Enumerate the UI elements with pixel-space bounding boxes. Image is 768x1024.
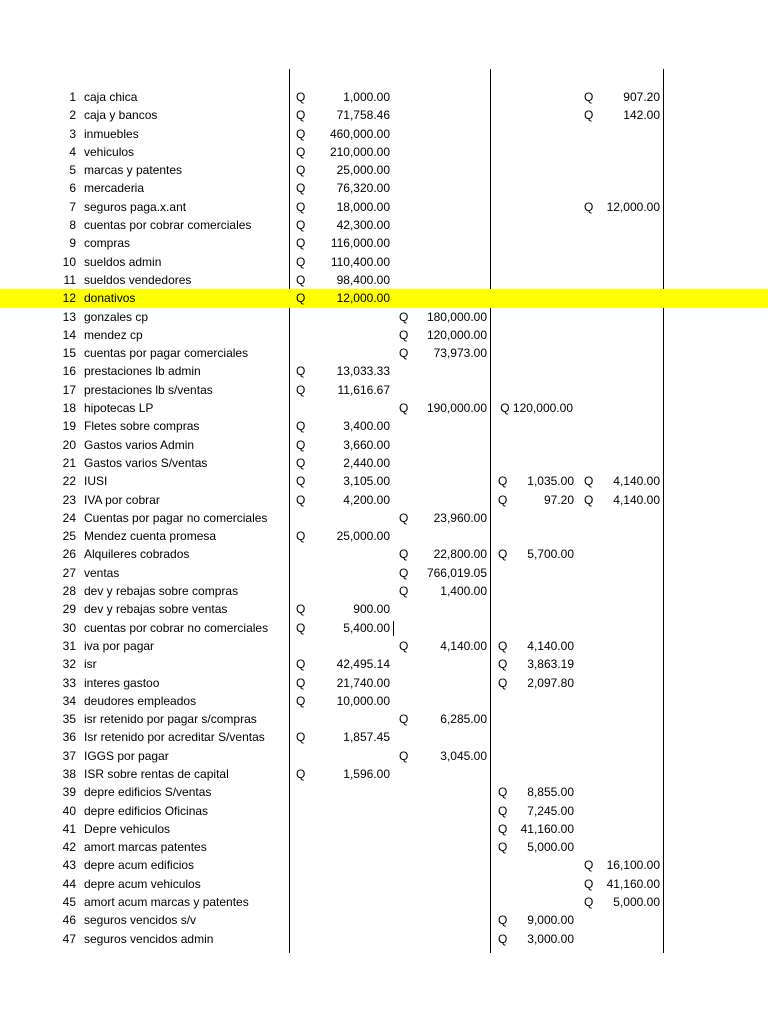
- account-name: inmuebles: [84, 126, 139, 141]
- table-row[interactable]: [0, 143, 768, 161]
- ajuste-debe-currency: Q: [498, 492, 508, 507]
- debe-amount: 1,000.00: [343, 90, 390, 104]
- account-name: prestaciones lb s/ventas: [84, 382, 213, 397]
- table-row[interactable]: [0, 582, 768, 600]
- ajuste-debe-amount: 9,000.00: [527, 913, 574, 928]
- haber-amount: 120,000.00: [426, 327, 487, 342]
- account-name: ISR sobre rentas de capital: [84, 766, 229, 781]
- account-name: depre edificios Oficinas: [84, 803, 209, 818]
- ajuste-haber-currency: Q: [584, 474, 594, 489]
- account-name: isr retenido por pagar s/compras: [84, 712, 257, 727]
- row-number: 18: [62, 401, 76, 416]
- row-number: 14: [62, 327, 76, 342]
- table-row[interactable]: [0, 710, 768, 728]
- table-row[interactable]: [0, 436, 768, 454]
- row-number: 21: [62, 455, 76, 470]
- table-row[interactable]: [0, 820, 768, 838]
- ajuste-haber-amount: 16,100.00: [606, 858, 660, 873]
- account-name: depre acum edificios: [84, 858, 195, 873]
- table-row[interactable]: [0, 417, 768, 435]
- debe-amount: 110,400.00: [330, 254, 390, 269]
- debe-amount: 5,400.00: [343, 620, 390, 635]
- row-number: 8: [69, 218, 76, 233]
- account-name: caja y bancos: [84, 108, 158, 123]
- haber-amount: 22,800.00: [433, 547, 487, 562]
- debe-amount: 10,000.00: [336, 693, 390, 708]
- table-row[interactable]: [0, 637, 768, 655]
- table-row[interactable]: [0, 216, 768, 234]
- row-number: 42: [62, 840, 76, 855]
- debe-currency: Q: [296, 766, 306, 781]
- row-number: 37: [62, 748, 76, 763]
- table-row[interactable]: [0, 491, 768, 509]
- row-number: 47: [62, 931, 76, 946]
- row-number: 5: [69, 163, 76, 178]
- table-row[interactable]: [0, 88, 768, 106]
- account-name: iva por pagar: [84, 638, 155, 653]
- debe-amount: 42,495.14: [336, 657, 390, 672]
- debe-amount: 900.00: [353, 602, 390, 617]
- table-row[interactable]: [0, 856, 768, 874]
- table-row[interactable]: [0, 234, 768, 252]
- ledger-table: [0, 88, 768, 948]
- debe-currency: Q: [296, 90, 306, 104]
- row-number: 11: [63, 272, 76, 287]
- account-name: marcas y patentes: [84, 163, 183, 178]
- debe-currency: Q: [296, 474, 306, 489]
- debe-amount: 210,000.00: [329, 144, 390, 159]
- row-number: 39: [62, 785, 76, 800]
- row-number: 25: [62, 529, 76, 544]
- table-row[interactable]: [0, 509, 768, 527]
- haber-currency: Q: [399, 748, 409, 763]
- account-name: sueldos vendedores: [84, 272, 192, 287]
- debe-amount: 3,660.00: [343, 437, 390, 452]
- table-row[interactable]: [0, 802, 768, 820]
- row-number: 36: [62, 730, 76, 745]
- debe-currency: Q: [296, 657, 306, 672]
- table-row[interactable]: [0, 472, 768, 490]
- account-name: seguros paga.x.ant: [84, 199, 187, 214]
- account-name: cuentas por cobrar no comerciales: [84, 620, 269, 635]
- debe-currency: Q: [296, 492, 306, 507]
- account-name: Alquileres cobrados: [84, 547, 190, 562]
- haber-amount: 3,045.00: [440, 748, 487, 763]
- ajuste-debe-currency: Q: [498, 931, 508, 946]
- debe-currency: Q: [296, 620, 306, 635]
- ajuste-haber-currency: Q: [584, 199, 594, 214]
- ajuste-haber-currency: Q: [584, 90, 594, 104]
- debe-amount: 460,000.00: [329, 126, 390, 141]
- haber-currency: Q: [399, 712, 409, 727]
- row-number: 33: [62, 675, 76, 690]
- table-row[interactable]: [0, 545, 768, 563]
- text-cursor: [393, 621, 394, 636]
- account-name: cuentas por pagar comerciales: [84, 346, 249, 361]
- ajuste-debe-currency: Q: [498, 638, 508, 653]
- table-row[interactable]: [0, 198, 768, 216]
- debe-amount: 13,033.33: [336, 364, 390, 379]
- account-name: mendez cp: [84, 327, 143, 342]
- debe-amount: 25,000.00: [336, 163, 390, 178]
- account-name: Depre vehiculos: [84, 821, 171, 836]
- row-number: 4: [69, 144, 76, 159]
- haber-currency: Q: [399, 309, 409, 324]
- debe-currency: Q: [296, 272, 306, 287]
- debe-currency: Q: [296, 419, 306, 434]
- table-row[interactable]: [0, 106, 768, 124]
- row-number: 29: [62, 602, 76, 617]
- ajuste-debe-currency: Q: [498, 675, 508, 690]
- haber-currency: Q: [399, 584, 409, 599]
- row-number: 10: [62, 254, 76, 269]
- account-name: cuentas por cobrar comerciales: [84, 218, 252, 233]
- account-name: IUSI: [84, 474, 108, 489]
- account-name: Gastos varios S/ventas: [84, 455, 208, 470]
- table-row[interactable]: [0, 783, 768, 801]
- ajuste-haber-amount: 907.20: [623, 90, 660, 104]
- account-name: isr: [84, 657, 97, 672]
- ajuste-haber-currency: Q: [584, 858, 594, 873]
- ajuste-haber-amount: 5,000.00: [613, 895, 660, 910]
- debe-currency: Q: [296, 364, 306, 379]
- debe-amount: 76,320.00: [336, 181, 390, 196]
- haber-amount: 180,000.00: [426, 309, 487, 324]
- ajuste-debe-currency: Q: [498, 547, 508, 562]
- table-row[interactable]: [0, 930, 768, 948]
- account-name: depre acum vehiculos: [84, 876, 201, 891]
- row-number: 45: [62, 895, 76, 910]
- row-number: 23: [62, 492, 76, 507]
- ajuste-debe-currency: Q: [498, 913, 508, 928]
- haber-currency: Q: [399, 547, 409, 562]
- table-row[interactable]: [0, 875, 768, 893]
- table-row[interactable]: [0, 179, 768, 197]
- haber-amount: 23,960.00: [433, 510, 487, 525]
- ajuste-haber-currency: Q: [584, 492, 594, 507]
- haber-amount: 1,400.00: [440, 584, 487, 599]
- ajuste-haber-currency: Q: [584, 108, 594, 123]
- ajuste-debe-amount: 5,700.00: [527, 547, 574, 562]
- debe-currency: Q: [296, 218, 306, 233]
- table-row[interactable]: [0, 253, 768, 271]
- account-name: hipotecas LP: [84, 401, 154, 416]
- haber-amount: 766,019.05: [426, 565, 487, 580]
- table-row[interactable]: [0, 271, 768, 289]
- row-number: 34: [62, 693, 76, 708]
- ajuste-debe-amount: 2,097.80: [527, 675, 574, 690]
- row-number: 27: [62, 565, 76, 580]
- table-row[interactable]: [0, 362, 768, 380]
- account-name: vehiculos: [84, 144, 135, 159]
- row-number: 43: [62, 858, 76, 873]
- debe-amount: 1,596.00: [343, 766, 390, 781]
- haber-amount: 6,285.00: [440, 712, 487, 727]
- debe-currency: Q: [296, 163, 306, 178]
- debe-currency: Q: [296, 730, 306, 745]
- ajuste-haber-amount: 12,000.00: [606, 199, 660, 214]
- row-number: 15: [62, 346, 76, 361]
- row-number: 13: [62, 309, 76, 324]
- ajuste-debe-currency: Q: [498, 785, 508, 800]
- ajuste-debe-amount: 4,140.00: [527, 638, 574, 653]
- ajuste-debe-amount: Q 120,000.00: [500, 401, 573, 416]
- debe-currency: Q: [296, 144, 306, 159]
- ajuste-debe-currency: Q: [498, 657, 508, 672]
- account-name: donativos: [84, 291, 136, 306]
- debe-amount: 21,740.00: [336, 675, 390, 690]
- debe-amount: 2,440.00: [343, 455, 390, 470]
- ajuste-haber-currency: Q: [584, 895, 594, 910]
- row-number: 35: [62, 712, 76, 727]
- debe-currency: Q: [296, 126, 306, 141]
- row-number: 22: [62, 474, 76, 489]
- row-number: 20: [62, 437, 76, 452]
- debe-currency: Q: [296, 437, 306, 452]
- account-name: Isr retenido por acreditar S/ventas: [84, 730, 265, 745]
- row-number: 26: [62, 547, 76, 562]
- ajuste-debe-currency: Q: [498, 840, 508, 855]
- haber-currency: Q: [399, 565, 409, 580]
- account-name: depre edificios S/ventas: [84, 785, 212, 800]
- row-number: 7: [69, 199, 76, 214]
- row-number: 46: [62, 913, 76, 928]
- row-number: 19: [62, 419, 76, 434]
- ajuste-haber-currency: Q: [584, 876, 594, 891]
- account-name: sueldos admin: [84, 254, 162, 269]
- row-number: 9: [69, 236, 76, 251]
- row-number: 16: [62, 364, 76, 379]
- ajuste-debe-amount: 97.20: [543, 492, 574, 507]
- haber-currency: Q: [399, 638, 409, 653]
- table-row[interactable]: [0, 600, 768, 618]
- ajuste-debe-amount: 1,035.00: [527, 474, 574, 489]
- row-number: 12: [62, 291, 76, 306]
- account-name: seguros vencidos admin: [84, 931, 214, 946]
- account-name: ventas: [84, 565, 120, 580]
- debe-amount: 1,857.45: [343, 730, 390, 745]
- account-name: prestaciones lb admin: [84, 364, 201, 379]
- table-row[interactable]: [0, 674, 768, 692]
- ajuste-haber-amount: 4,140.00: [613, 474, 660, 489]
- account-name: gonzales cp: [84, 309, 149, 324]
- account-name: deudores empleados: [84, 693, 197, 708]
- account-name: interes gastoo: [84, 675, 160, 690]
- row-number: 31: [62, 638, 76, 653]
- table-row[interactable]: [0, 308, 768, 326]
- table-row[interactable]: [0, 765, 768, 783]
- row-number: 2: [69, 108, 76, 123]
- debe-amount: 3,400.00: [343, 419, 390, 434]
- ajuste-debe-amount: 5,000.00: [527, 840, 574, 855]
- debe-amount: 42,300.00: [336, 218, 390, 233]
- row-number: 1: [69, 90, 76, 104]
- haber-currency: Q: [399, 327, 409, 342]
- debe-currency: Q: [296, 602, 306, 617]
- row-number: 28: [62, 584, 76, 599]
- account-name: Cuentas por pagar no comerciales: [84, 510, 268, 525]
- account-name: IGGS por pagar: [84, 748, 169, 763]
- row-number: 41: [62, 821, 76, 836]
- account-name: mercaderia: [84, 181, 145, 196]
- ajuste-haber-amount: 41,160.00: [606, 876, 660, 891]
- debe-currency: Q: [296, 108, 306, 123]
- ajuste-debe-amount: 3,863.19: [527, 657, 574, 672]
- account-name: Gastos varios Admin: [84, 437, 195, 452]
- debe-currency: Q: [296, 236, 306, 251]
- haber-currency: Q: [399, 346, 409, 361]
- account-name: Mendez cuenta promesa: [84, 529, 217, 544]
- row-number: 17: [62, 382, 76, 397]
- debe-currency: Q: [296, 199, 306, 214]
- debe-amount: 3,105.00: [343, 474, 390, 489]
- debe-currency: Q: [296, 693, 306, 708]
- debe-amount: 12,000.00: [336, 291, 390, 306]
- ajuste-debe-amount: 8,855.00: [527, 785, 574, 800]
- table-row[interactable]: [0, 326, 768, 344]
- table-row[interactable]: [0, 564, 768, 582]
- table-row[interactable]: [0, 747, 768, 765]
- ajuste-debe-currency: Q: [498, 803, 508, 818]
- table-row[interactable]: [0, 161, 768, 179]
- row-number: 3: [69, 126, 76, 141]
- debe-currency: Q: [296, 181, 306, 196]
- account-name: amort marcas patentes: [84, 840, 207, 855]
- account-name: compras: [84, 236, 131, 251]
- row-number: 38: [62, 766, 76, 781]
- account-name: caja chica: [84, 90, 138, 104]
- debe-amount: 25,000.00: [336, 529, 390, 544]
- table-row[interactable]: [0, 344, 768, 362]
- table-row[interactable]: [0, 728, 768, 746]
- haber-amount: 4,140.00: [440, 638, 487, 653]
- debe-amount: 11,616.67: [337, 382, 390, 397]
- account-name: seguros vencidos s/v: [84, 913, 197, 928]
- table-row[interactable]: [0, 838, 768, 856]
- ajuste-haber-amount: 142.00: [623, 108, 660, 123]
- table-row[interactable]: [0, 289, 768, 307]
- debe-amount: 4,200.00: [343, 492, 390, 507]
- ajuste-debe-amount: 41,160.00: [520, 821, 574, 836]
- account-name: amort acum marcas y patentes: [84, 895, 249, 910]
- row-number: 32: [62, 657, 76, 672]
- table-row[interactable]: [0, 381, 768, 399]
- table-row[interactable]: [0, 454, 768, 472]
- table-row[interactable]: [0, 527, 768, 545]
- row-number: 24: [62, 510, 76, 525]
- table-row[interactable]: [0, 399, 768, 417]
- account-name: dev y rebajas sobre ventas: [84, 602, 228, 617]
- row-number: 44: [62, 876, 76, 891]
- table-row[interactable]: [0, 911, 768, 929]
- haber-amount: 73,973.00: [433, 346, 487, 361]
- debe-currency: Q: [296, 254, 306, 269]
- haber-currency: Q: [399, 401, 409, 416]
- debe-amount: 116,000.00: [330, 236, 390, 251]
- debe-amount: 71,758.46: [336, 108, 390, 123]
- row-number: 30: [62, 620, 76, 635]
- table-row[interactable]: [0, 893, 768, 911]
- row-number: 6: [69, 181, 76, 196]
- table-row[interactable]: [0, 655, 768, 673]
- haber-amount: 190,000.00: [426, 401, 487, 416]
- account-name: Fletes sobre compras: [84, 419, 200, 434]
- debe-currency: Q: [296, 529, 306, 544]
- account-name: IVA por cobrar: [84, 492, 160, 507]
- debe-currency: Q: [296, 675, 306, 690]
- table-row[interactable]: [0, 619, 768, 637]
- ajuste-debe-currency: Q: [498, 474, 508, 489]
- ajuste-haber-amount: 4,140.00: [613, 492, 660, 507]
- ajuste-debe-amount: 7,245.00: [527, 803, 574, 818]
- debe-currency: Q: [296, 291, 306, 306]
- account-name: dev y rebajas sobre compras: [84, 584, 239, 599]
- debe-currency: Q: [296, 382, 306, 397]
- table-row[interactable]: [0, 692, 768, 710]
- ajuste-debe-currency: Q: [498, 821, 508, 836]
- row-number: 40: [62, 803, 76, 818]
- table-row[interactable]: [0, 125, 768, 143]
- debe-currency: Q: [296, 455, 306, 470]
- debe-amount: 98,400.00: [336, 272, 390, 287]
- debe-amount: 18,000.00: [336, 199, 390, 214]
- haber-currency: Q: [399, 510, 409, 525]
- ajuste-debe-amount: 3,000.00: [527, 931, 574, 946]
